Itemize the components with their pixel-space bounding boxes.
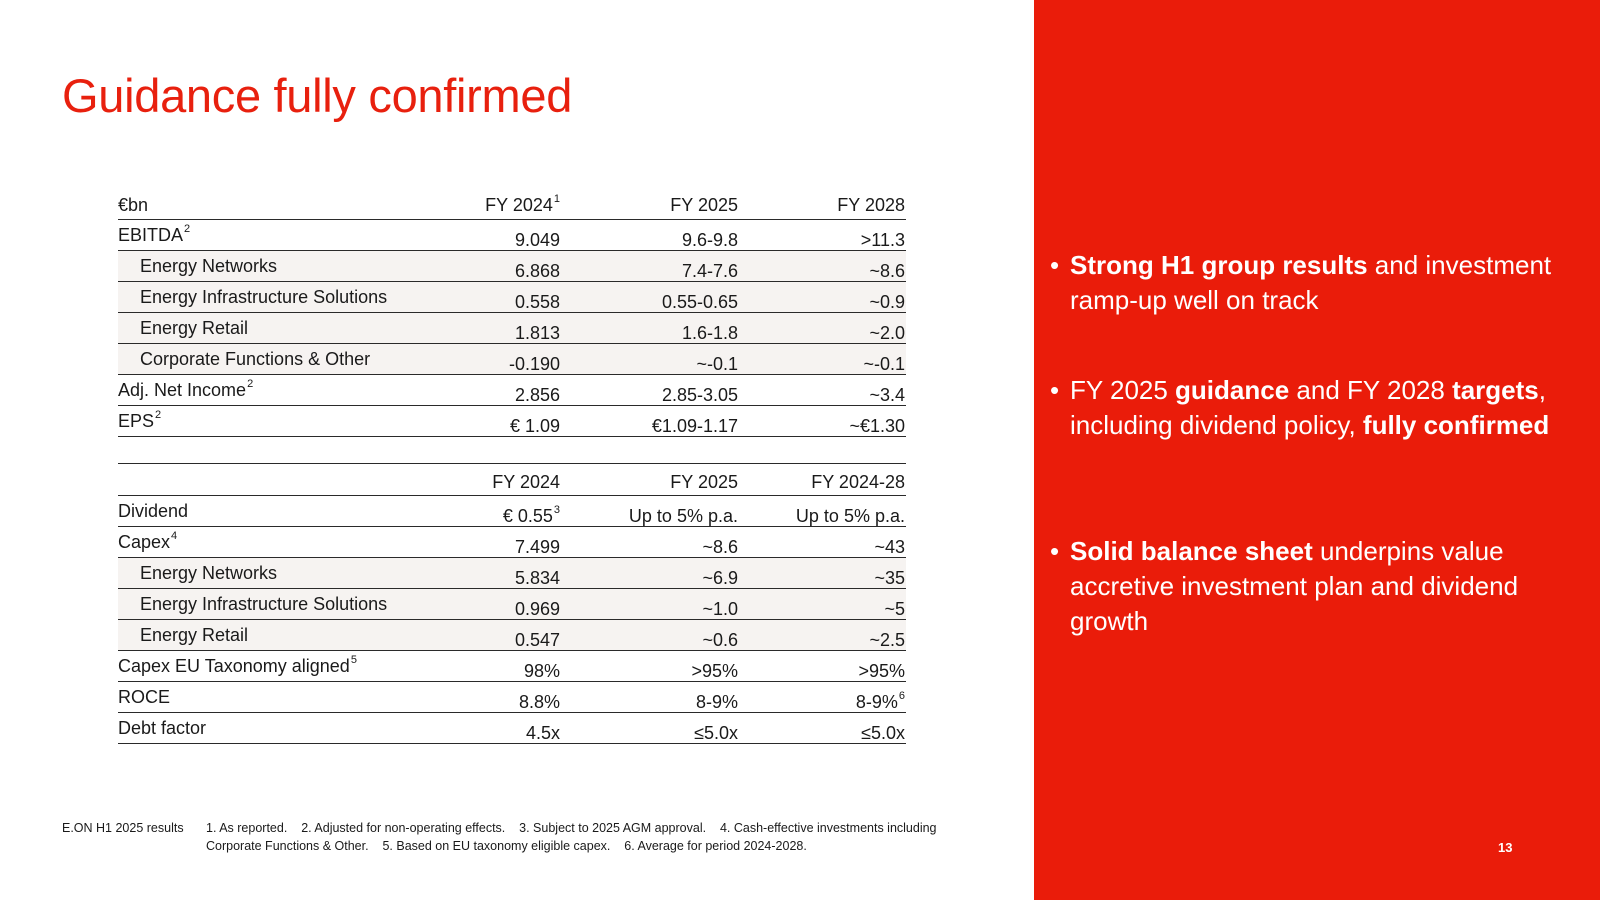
row-label: Adj. Net Income$^2$ — [118, 378, 254, 400]
unit-label: €bn — [118, 195, 149, 215]
row-label: ROCE — [118, 687, 171, 707]
cell-fy2025: >95% — [691, 661, 738, 681]
col-header-fy2025: FY 2025 — [670, 472, 738, 492]
table-row-capex-energy-infrastructure — [118, 589, 906, 620]
cell-fy2025: 8-9% — [695, 692, 738, 712]
bullet-dot-icon: • — [1050, 536, 1060, 566]
cell-fy2024: € 0.55$^3$ — [502, 504, 560, 526]
cell-fy2028: ~2.0 — [869, 323, 905, 343]
table-row-eps — [118, 406, 906, 437]
cell-fy2024: 0.547 — [514, 630, 560, 650]
cell-fy2024: 5.834 — [514, 568, 560, 588]
cell-fy2024: € 1.09 — [509, 416, 560, 436]
bullet-dot-icon: • — [1050, 375, 1060, 405]
cell-fy2024-28: ~2.5 — [869, 630, 905, 650]
cell-fy2025: 9.6-9.8 — [681, 230, 738, 250]
table-row-capex-energy-retail — [118, 620, 906, 651]
cell-fy2024-28: ~35 — [874, 568, 905, 588]
table-row-capex — [118, 527, 906, 558]
guidance-table — [118, 192, 906, 437]
cell-fy2024: 8.8% — [518, 692, 560, 712]
cell-fy2024: 2.856 — [514, 385, 560, 405]
col-header-fy2024: FY 2024 — [492, 472, 560, 492]
cell-fy2024: 6.868 — [514, 261, 560, 281]
cell-fy2024: 4.5x — [525, 723, 560, 743]
source-label: E.ON H1 2025 results — [62, 821, 184, 835]
row-label: Dividend — [118, 501, 189, 521]
cell-fy2025: ≤5.0x — [694, 723, 738, 743]
cell-fy2025: 7.4-7.6 — [681, 261, 738, 281]
row-label: Energy Networks — [140, 563, 278, 583]
row-label: Corporate Functions & Other — [140, 349, 371, 369]
capex-dividend-table — [118, 463, 906, 744]
row-label: EBITDA$^2$ — [118, 223, 191, 245]
cell-fy2024: 0.969 — [514, 599, 560, 619]
table-row-capex-energy-networks — [118, 558, 906, 589]
row-label: EPS$^2$ — [118, 409, 162, 431]
cell-fy2025: €1.09-1.17 — [651, 416, 738, 436]
cell-fy2028: ~0.9 — [869, 292, 905, 312]
col-header-fy2024-28: FY 2024-28 — [811, 472, 905, 492]
cell-fy2024: 1.813 — [514, 323, 560, 343]
row-label: Capex$^4$ — [118, 530, 178, 552]
cell-fy2028: ~8.6 — [869, 261, 905, 281]
table-row-capex-eu-taxonomy — [118, 651, 906, 682]
row-label: Debt factor — [118, 718, 207, 738]
row-label: Energy Retail — [140, 318, 249, 338]
cell-fy2024: 9.049 — [514, 230, 560, 250]
cell-fy2024: -0.190 — [508, 354, 560, 374]
cell-fy2024-28: ~43 — [874, 537, 905, 557]
cell-fy2024-28: 8-9%$^6$ — [855, 690, 905, 712]
table-row-ebitda — [118, 220, 906, 251]
cell-fy2024-28: ~5 — [884, 599, 905, 619]
cell-fy2025: ~8.6 — [702, 537, 738, 557]
cell-fy2028: ~-0.1 — [863, 354, 905, 374]
table-row-energy-networks — [118, 251, 906, 282]
table-row-adj-net-income — [118, 375, 906, 406]
table-row-dividend — [118, 496, 906, 527]
cell-fy2024-28: Up to 5% p.a. — [795, 506, 905, 526]
row-label: Energy Infrastructure Solutions — [140, 287, 388, 307]
cell-fy2025: ~0.6 — [702, 630, 738, 650]
cell-fy2024: 7.499 — [514, 537, 560, 557]
cell-fy2024-28: ≤5.0x — [861, 723, 905, 743]
table-row-energy-retail — [118, 313, 906, 344]
table-row-corporate-functions — [118, 344, 906, 375]
cell-fy2025: 2.85-3.05 — [661, 385, 738, 405]
cell-fy2025: ~1.0 — [702, 599, 738, 619]
col-header-fy2024: FY 2024$^1$ — [485, 193, 560, 215]
highlights-panel: • Strong H1 group results and investment ramp-up well on track • FY 2025 guidance and FY 2028 targets, including dividend policy, fully confirmed • Solid balance sheet underpins value accretive investment plan and dividend growth 13 — [1034, 0, 1600, 900]
cell-fy2024-28: >95% — [858, 661, 905, 681]
row-label: Energy Retail — [140, 625, 249, 645]
col-header-fy2025: FY 2025 — [670, 195, 738, 215]
cell-fy2025: ~6.9 — [702, 568, 738, 588]
cell-fy2028: >11.3 — [860, 230, 905, 250]
page-number: 13 — [1498, 840, 1513, 855]
table-row-energy-infrastructure — [118, 282, 906, 313]
table-header — [118, 464, 906, 496]
cell-fy2025: 0.55-0.65 — [661, 292, 738, 312]
row-label: Energy Networks — [140, 256, 278, 276]
cell-fy2028: ~3.4 — [869, 385, 905, 405]
table-header — [118, 192, 906, 220]
footnote-text: 1. As reported. 2. Adjusted for non-operating effects. 3. Subject to 2025 AGM approval. 4. Cash-effective investments including Corporate Functions & Other. 5. Based on EU taxonomy eligible capex. 6. Average for period 2024-2028. — [206, 821, 940, 853]
row-label: Energy Infrastructure Solutions — [140, 594, 388, 614]
bullet-dot-icon: • — [1050, 250, 1060, 280]
page-title: Guidance fully confirmed — [62, 69, 573, 122]
table-row-roce — [118, 682, 906, 713]
cell-fy2024: 98% — [523, 661, 560, 681]
cell-fy2025: ~-0.1 — [696, 354, 738, 374]
cell-fy2024: 0.558 — [514, 292, 560, 312]
cell-fy2028: ~€1.30 — [849, 416, 905, 436]
row-label: Capex EU Taxonomy aligned$^5$ — [118, 654, 357, 676]
cell-fy2025: 1.6-1.8 — [681, 323, 738, 343]
col-header-fy2028: FY 2028 — [837, 195, 905, 215]
cell-fy2025: Up to 5% p.a. — [628, 506, 738, 526]
table-row-debt-factor — [118, 713, 906, 744]
